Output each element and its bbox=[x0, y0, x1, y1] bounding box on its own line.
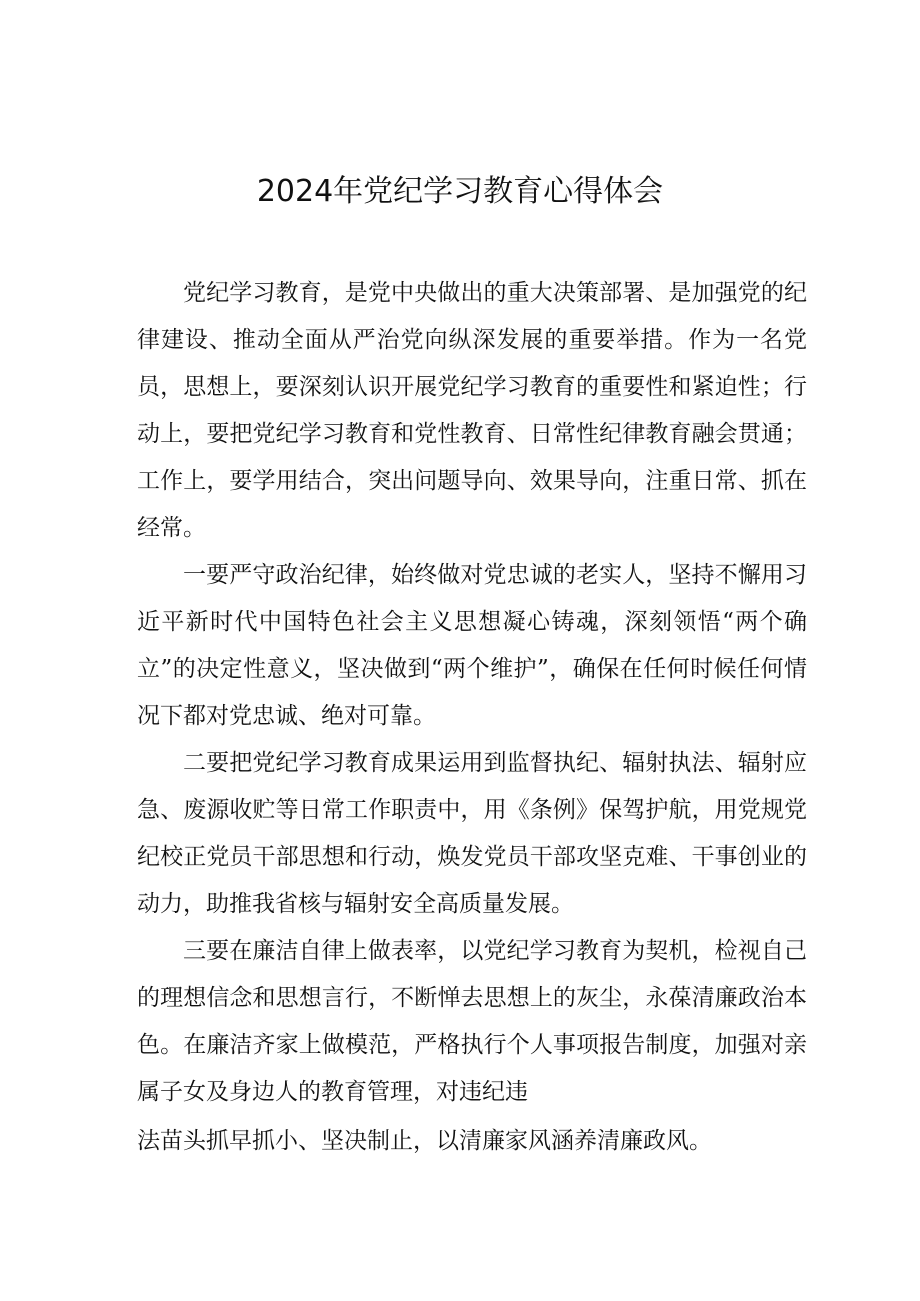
paragraph-work-application: 二要把党纪学习教育成果运用到监督执纪、辐射执法、辐射应急、废源收贮等日常工作职责中，用《条例》保驾护航，用党规党纪校正党员干部思想和行动，焕发党员干部攻坚克难、干事创业的动力，助推我省核与辐射安全高质量发展。 bbox=[137, 750, 807, 917]
paragraph-political-discipline: 一要严守政治纪律，始终做对党忠诚的老实人，坚持不懈用习近平新时代中国特色社会主义思想凝心铸魂，深刻领悟“两个确立”的决定性意义，坚决做到“两个维护”，确保在任何时候任何情况下都对党忠诚、绝对可靠。 bbox=[137, 562, 807, 729]
document-title: 2024年党纪学习教育心得体会 bbox=[256, 174, 664, 209]
document-body bbox=[137, 270, 807, 1165]
paragraph-integrity-continuation: 法苗头抓早抓小、坚决制止，以清廉家风涵养清廉政风。 bbox=[137, 1128, 712, 1154]
paragraph-intro: 党纪学习教育，是党中央做出的重大决策部署、是加强党的纪律建设、推动全面从严治党向纵深发展的重要举措。作为一名党员，思想上，要深刻认识开展党纪学习教育的重要性和紧迫性；行动上，要把党纪学习教育和党性教育、日常性纪律教育融会贯通；工作上，要学用结合，突出问题导向、效果导向，注重日常、抓在经常。 bbox=[137, 280, 807, 541]
paragraph-integrity: 三要在廉洁自律上做表率，以党纪学习教育为契机，检视自己的理想信念和思想言行，不断惮去思想上的灰尘，永葆清廉政治本色。在廉洁齐家上做模范，严格执行个人事项报告制度，加强对亲属子女及身边人的教育管理，对违纪违 bbox=[137, 938, 807, 1105]
